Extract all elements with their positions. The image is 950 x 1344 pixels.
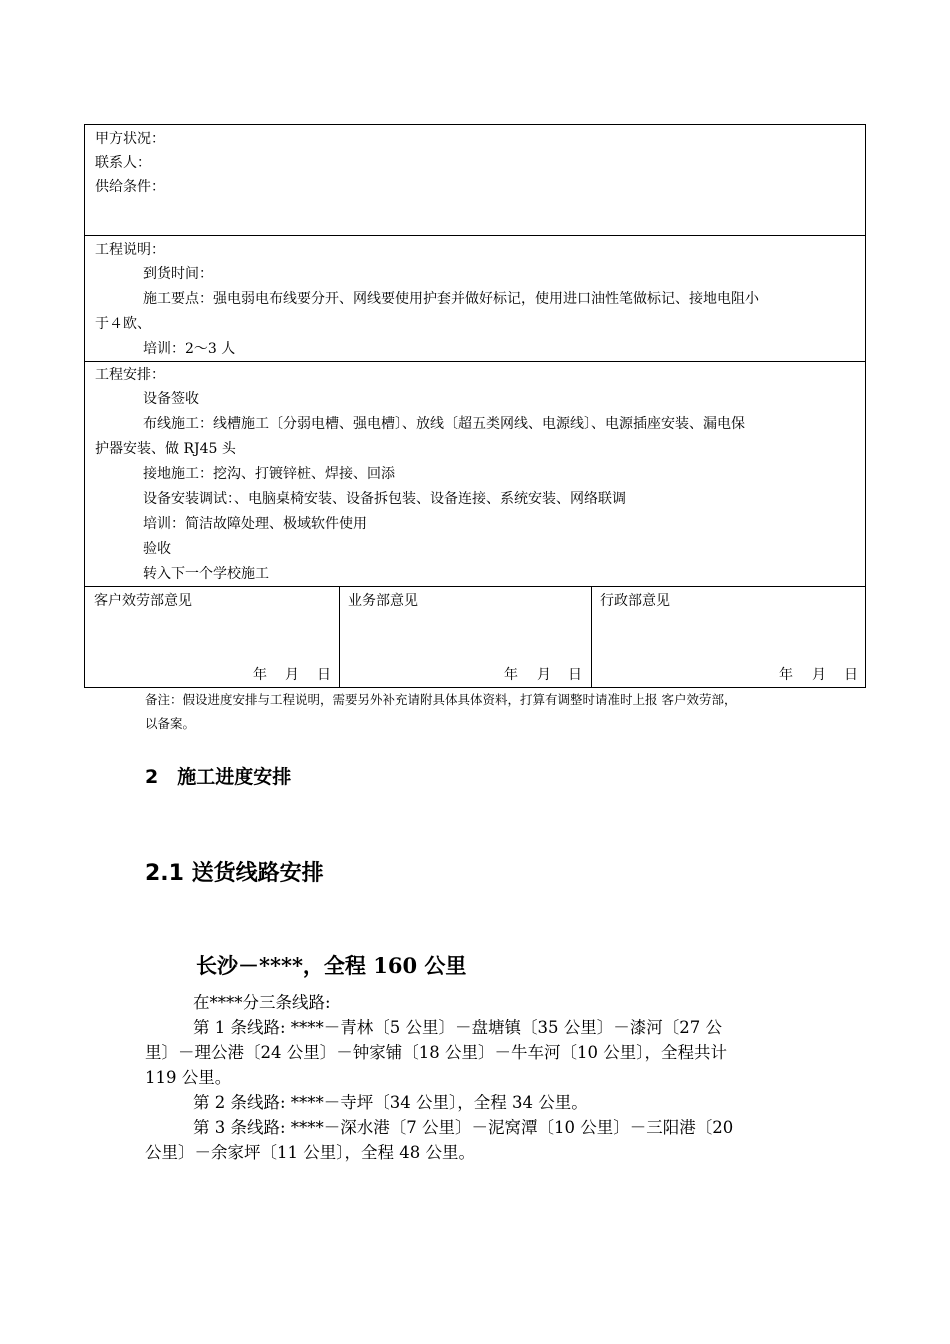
route-line: 公里〕－余家坪〔11 公里〕，全程 48 公里。 xyxy=(145,1143,475,1162)
date-day: 日 xyxy=(844,667,858,683)
date-day: 日 xyxy=(568,667,582,683)
arrangement-item: 设备签收 xyxy=(143,391,199,407)
arrangement-item: 验收 xyxy=(143,541,171,557)
date-month: 月 xyxy=(812,667,826,683)
project-arrangement-section xyxy=(84,361,866,587)
route-line: 第 1 条线路: ****－青林〔5 公里〕－盘塘镇〔35 公里〕－漆河〔27 公 xyxy=(193,1018,723,1037)
business-dept-opinion-title: 业务部意见 xyxy=(348,593,418,609)
supply-conditions-label: 供给条件： xyxy=(95,179,165,195)
opinions-section xyxy=(84,586,866,688)
route-line: 第 3 条线路: ****－深水港〔7 公里〕－泥窝潭〔10 公里〕－三阳港〔20 xyxy=(193,1118,734,1137)
project-description-section xyxy=(84,235,866,362)
arrangement-item: 接地施工：挖沟、打镀锌桩、焊接、回添 xyxy=(143,466,395,482)
date-month: 月 xyxy=(537,667,551,683)
training-text: 培训：2～3 人 xyxy=(143,341,236,357)
section-heading-2: 2 施工进度安排 xyxy=(145,766,292,788)
arrangement-item: 转入下一个学校施工 xyxy=(143,566,269,582)
note-text: 备注：假设进度安排与工程说明，需要另外补充请附具体具体资料，打算有调整时请准时上报 客户效劳部， xyxy=(145,692,737,707)
route-intro: 在****分三条线路: xyxy=(193,993,331,1012)
arrangement-item: 培训：简洁故障处理、极域软件使用 xyxy=(143,516,367,532)
key-points-text-cont: 于４欧、 xyxy=(95,316,151,332)
note-text-cont: 以备案。 xyxy=(145,716,196,731)
arrival-time-label: 到货时间： xyxy=(143,266,213,282)
date-year: 年 xyxy=(779,667,793,683)
route-line: 第 2 条线路: ****－寺坪〔34 公里〕，全程 34 公里。 xyxy=(193,1093,588,1112)
arrangement-heading: 工程安排： xyxy=(95,367,165,383)
arrangement-item: 布线施工：线槽施工〔分弱电槽、强电槽〕、放线〔超五类网线、电源线〕、电源插座安装、漏电保 xyxy=(143,416,745,432)
client-status-label: 甲方状况： xyxy=(95,131,165,147)
arrangement-item: 护器安装、做 RJ45 头 xyxy=(95,441,236,457)
arrangement-item: 设备安装调试：、电脑桌椅安装、设备拆包装、设备连接、系统安装、网络联调 xyxy=(143,491,626,507)
date-year: 年 xyxy=(253,667,267,683)
date-year: 年 xyxy=(504,667,518,683)
route-title: 长沙－****，全程 160 公里 xyxy=(196,953,467,978)
customer-service-opinion-title: 客户效劳部意见 xyxy=(94,593,192,609)
description-heading: 工程说明： xyxy=(95,242,165,258)
date-month: 月 xyxy=(285,667,299,683)
admin-dept-opinion-title: 行政部意见 xyxy=(600,593,670,609)
contact-label: 联系人： xyxy=(95,155,151,171)
column-divider xyxy=(339,587,340,687)
date-day: 日 xyxy=(317,667,331,683)
column-divider xyxy=(591,587,592,687)
route-line: 119 公里。 xyxy=(145,1068,232,1087)
client-info-section xyxy=(84,124,866,236)
key-points-text: 施工要点：强电弱电布线要分开、网线要使用护套并做好标记，使用进口油性笔做标记、接地电阻小 xyxy=(143,291,759,307)
section-heading-2-1: 2.1 送货线路安排 xyxy=(145,861,324,886)
route-line: 里〕－理公港〔24 公里〕－钟家铺〔18 公里〕－牛车河〔10 公里〕，全程共计 xyxy=(145,1043,727,1062)
